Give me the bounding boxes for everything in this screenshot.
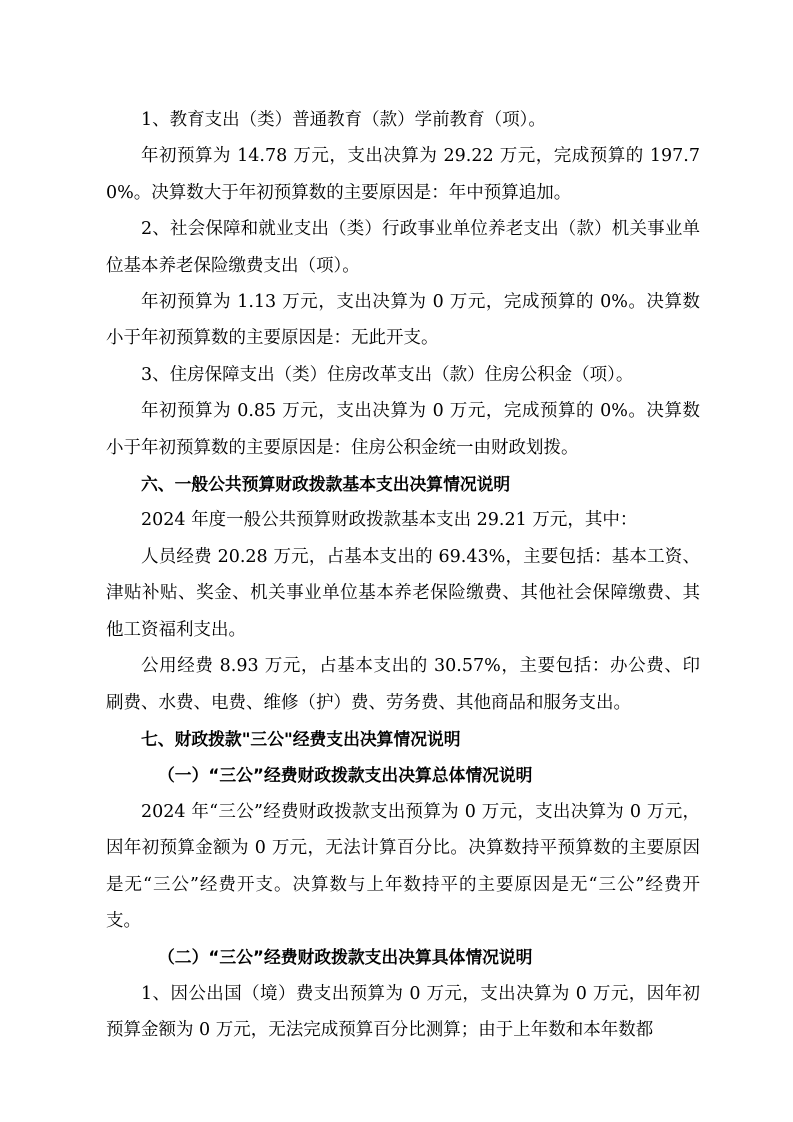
section-heading-7: 七、财政拨款"三公"经费支出决算情况说明	[141, 728, 461, 749]
document-body	[106, 102, 700, 1049]
paragraph-social-security-budget: 年初预算为 1.13 万元，支出决算为 0 万元，完成预算的 0%。决算数小于年初预算数的主要原因是：无此开支。	[106, 292, 700, 349]
subsection-heading-2: （二）“三公”经费财政拨款支出决算具体情况说明	[158, 947, 533, 968]
paragraph-item-2-social-security: 2、社会保障和就业支出（类）行政事业单位养老支出（款）机关事业单位基本养老保险缴费支出（项）。	[106, 219, 700, 276]
paragraph-personnel-expenses: 人员经费 20.28 万元，占基本支出的 69.43%，主要包括：基本工资、津贴补贴、奖金、机关事业单位基本养老保险缴费、其他社会保障缴费、其他工资福利支出。	[106, 546, 700, 640]
paragraph-housing-budget: 年初预算为 0.85 万元，支出决算为 0 万元，完成预算的 0%。决算数小于年初预算数的主要原因是：住房公积金统一由财政划拨。	[106, 401, 700, 458]
paragraph-public-expenses: 公用经费 8.93 万元，占基本支出的 30.57%，主要包括：办公费、印刷费、水费、电费、维修（护）费、劳务费、其他商品和服务支出。	[106, 656, 700, 713]
paragraph-overseas-travel: 1、因公出国（境）费支出预算为 0 万元，支出决算为 0 万元，因年初预算金额为 0 万元，无法完成预算百分比测算；由于上年数和本年数都	[106, 983, 700, 1041]
paragraph-basic-expenditure-total: 2024 年度一般公共预算财政拨款基本支出 29.21 万元，其中：	[141, 510, 638, 531]
paragraph-three-public-overall: 2024 年“三公”经费财政拨款支出预算为 0 万元，支出决算为 0 万元，因年初预算金额为 0 万元，无法计算百分比。决算数持平预算数的主要原因是无“三公”经费开支。决算数与上年数持平的主要原因是无“三公”经费开支。	[106, 801, 700, 931]
paragraph-item-1-education: 1、教育支出（类）普通教育（款）学前教育（项）。	[141, 110, 546, 130]
section-heading-6: 六、一般公共预算财政拨款基本支出决算情况说明	[141, 474, 511, 495]
subsection-heading-1: （一）“三公”经费财政拨款支出决算总体情况说明	[158, 765, 533, 786]
paragraph-education-budget: 年初预算为 14.78 万元，支出决算为 29.22 万元，完成预算的 197.70%。决算数大于年初预算数的主要原因是：年中预算追加。	[106, 146, 700, 203]
paragraph-item-3-housing: 3、住房保障支出（类）住房改革支出（款）住房公积金（项）。	[141, 364, 634, 385]
